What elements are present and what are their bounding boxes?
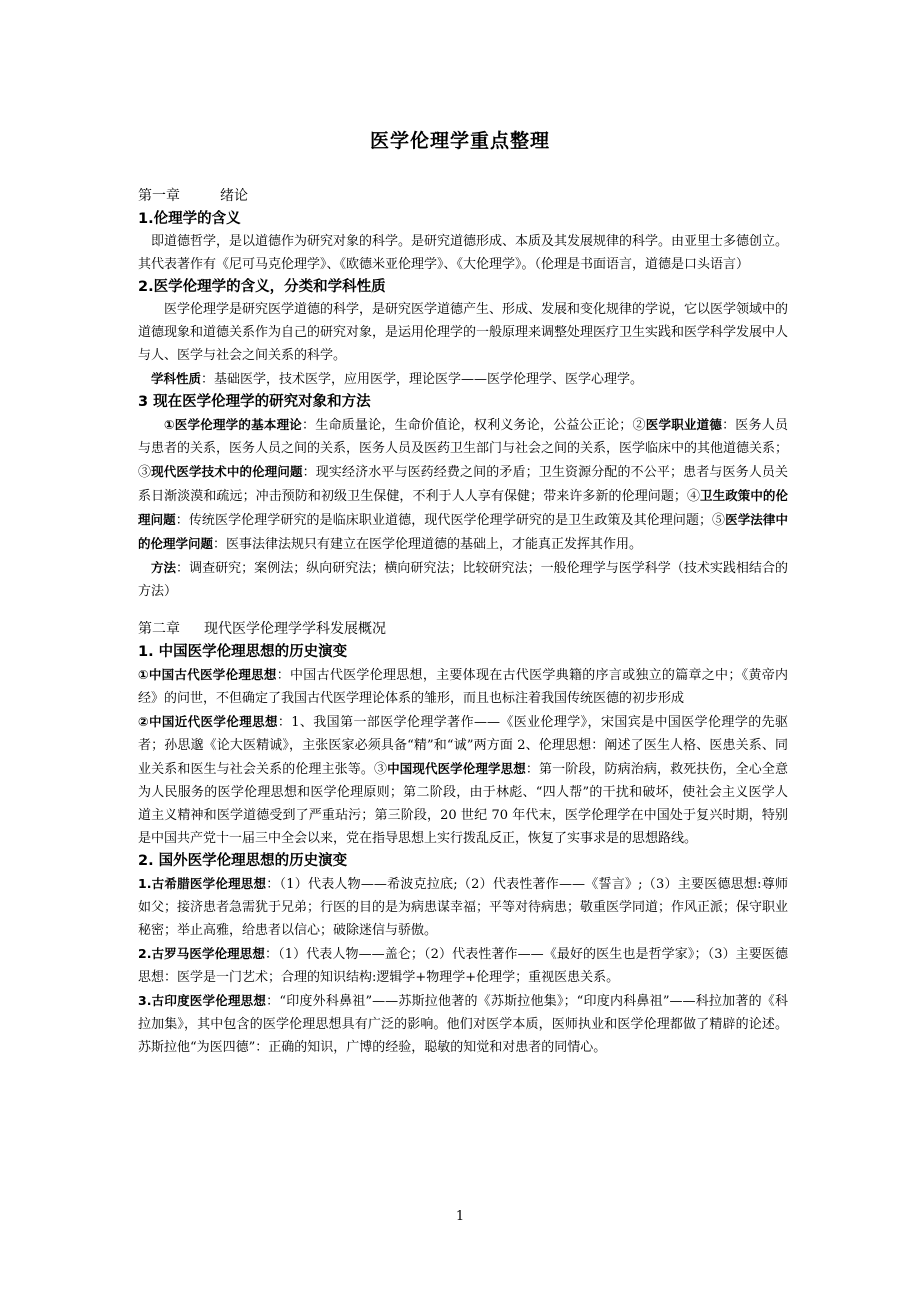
paragraph-ancient-india: 3.古印度医学伦理思想：“印度外科鼻祖”——苏斯拉他著的《苏斯拉他集》；“印度内科鼻祖”——科拉加著的《科拉加集》，其中包含的医学伦理思想具有广泛的影响。他们对医学本质，医师执业和医学伦理都做了精辟的论述。苏斯拉他“为医四德”：正确的知识，广博的经验，聪敏的知觉和对患者的同情心。 [138, 993, 788, 1055]
chapter-1-heading [138, 184, 788, 208]
paragraph-medical-ethics-definition: 医学伦理学是研究医学道德的科学，是研究医学道德产生、形成、发展和变化规律的学说，它以医学领域中的道德现象和道德关系作为自己的研究对象，是运用伦理学的一般原理来调整处理医疗卫生实践和医学科学发展中人与人、医学与社会之间关系的科学。 [138, 302, 789, 363]
section-heading-foreign-history: 2. 国外医学伦理思想的历史演变 [138, 853, 348, 869]
paragraph-ancient-rome: 2.古罗马医学伦理思想：（1）代表人物——盖仑；（2）代表性著作——《最好的医生也是哲学家》；（3）主要医德思想：医学是一门艺术；合理的知识结构:逻辑学+物理学+伦理学；重视医患关系。 [138, 946, 788, 985]
document-title: 医学伦理学重点整理 [369, 130, 550, 152]
paragraph-china-modern: ②中国近代医学伦理思想：1、我国第一部医学伦理学著作——《医业伦理学》，宋国宾是中国医学伦理学的先驱者；孙思邈《论大医精诚》，主张医家必须具备“精”和“诚”两方面 2、伦理思想：阐述了医生人格、医患关系、同业关系和医生与社会关系的伦理主张等。③中国现代医学伦理学思想：第一阶段，防病治病，救死扶伤，全心全意为人民服务的医学伦理思想和医学伦理原则；第二阶段，由于林彪、“四人帮”的干扰和破坏，使社会主义医学人道主义精神和医学道德受到了严重玷污；第三阶段，20 世纪 70 年代末，医学伦理学在中国处于复兴时期，特别是中国共产党十一届三中全会以来，党在指导思想上实行拨乱反正，恢复了实事求是的思想路线。 [138, 714, 788, 846]
paragraph-discipline-nature: 学科性质：基础医学，技术医学，应用医学，理论医学——医学伦理学、医学心理学。 [151, 371, 644, 387]
chapter-name: 绪论 [220, 188, 248, 204]
section-heading-medical-ethics-definition: 2.医学伦理学的含义，分类和学科性质 [138, 279, 386, 295]
chapter-label: 第一章 [138, 188, 180, 204]
paragraph-ancient-greece: 1.古希腊医学伦理思想：（1）代表人物——希波克拉底;（2）代表性著作——《誓言》;（3）主要医德思想:尊师如父；接济患者急需犹于兄弟；行医的目的是为病患谋幸福；平等对待病患；敬重医学同道；作风正派；保守职业秘密；举止高雅，给患者以信心；破除迷信与骄傲。 [138, 876, 789, 938]
paragraph-ethics-definition: 即道德哲学，是以道德作为研究对象的科学。是研究道德形成、本质及其发展规律的科学。由亚里士多德创立。其代表著作有《尼可马克伦理学》、《欧德米亚伦理学》、《大伦理学》。（伦理是书面语言，道德是口头语言） [138, 234, 789, 272]
section-heading-research-objects: 3 现在医学伦理学的研究对象和方法 [138, 394, 371, 410]
section-heading-china-history: 1. 中国医学伦理思想的历史演变 [138, 644, 348, 660]
label-discipline-nature: 学科性质 [151, 371, 202, 386]
label-methods: 方法 [151, 560, 177, 575]
chapter-name: 现代医学伦理学学科发展概况 [204, 621, 386, 637]
paragraph-research-objects: ①医学伦理学的基本理论：生命质量论，生命价值论，权利义务论，公益公正论；②医学职业道德：医务人员与患者的关系，医务人员之间的关系，医务人员及医药卫生部门与社会之间的关系，医学临床中的其他道德关系；③现代医学技术中的伦理问题：现实经济水平与医药经费之间的矛盾；卫生资源分配的不公平；患者与医务人员关系日渐淡漠和疏远；冲击预防和初级卫生保健，不利于人人享有保健；带来许多新的伦理问题；④卫生政策中的伦理问题：传统医学伦理学研究的是临床职业道德，现代医学伦理学研究的是卫生政策及其伦理问题；⑤医学法律中的伦理学问题：医事法律法规只有建立在医学伦理道德的基础上，才能真正发挥其作用。 [138, 417, 789, 552]
document-body [138, 184, 788, 1059]
chapter-2-heading [138, 617, 788, 641]
page-number: 1 [455, 1209, 465, 1224]
paragraph-china-ancient: ①中国古代医学伦理思想：中国古代医学伦理思想，主要体现在古代医学典籍的序言或独立的篇章之中；《黄帝内经》的问世，不但确定了我国古代医学理论体系的雏形，而且也标注着我国传统医德的初步形成 [138, 667, 788, 706]
chapter-label: 第二章 [138, 621, 180, 637]
paragraph-methods: 方法：调查研究；案例法；纵向研究法；横向研究法；比较研究法；一般伦理学与医学科学（技术实践相结合的方法） [138, 560, 788, 599]
section-heading-ethics-definition: 1.伦理学的含义 [138, 211, 241, 227]
